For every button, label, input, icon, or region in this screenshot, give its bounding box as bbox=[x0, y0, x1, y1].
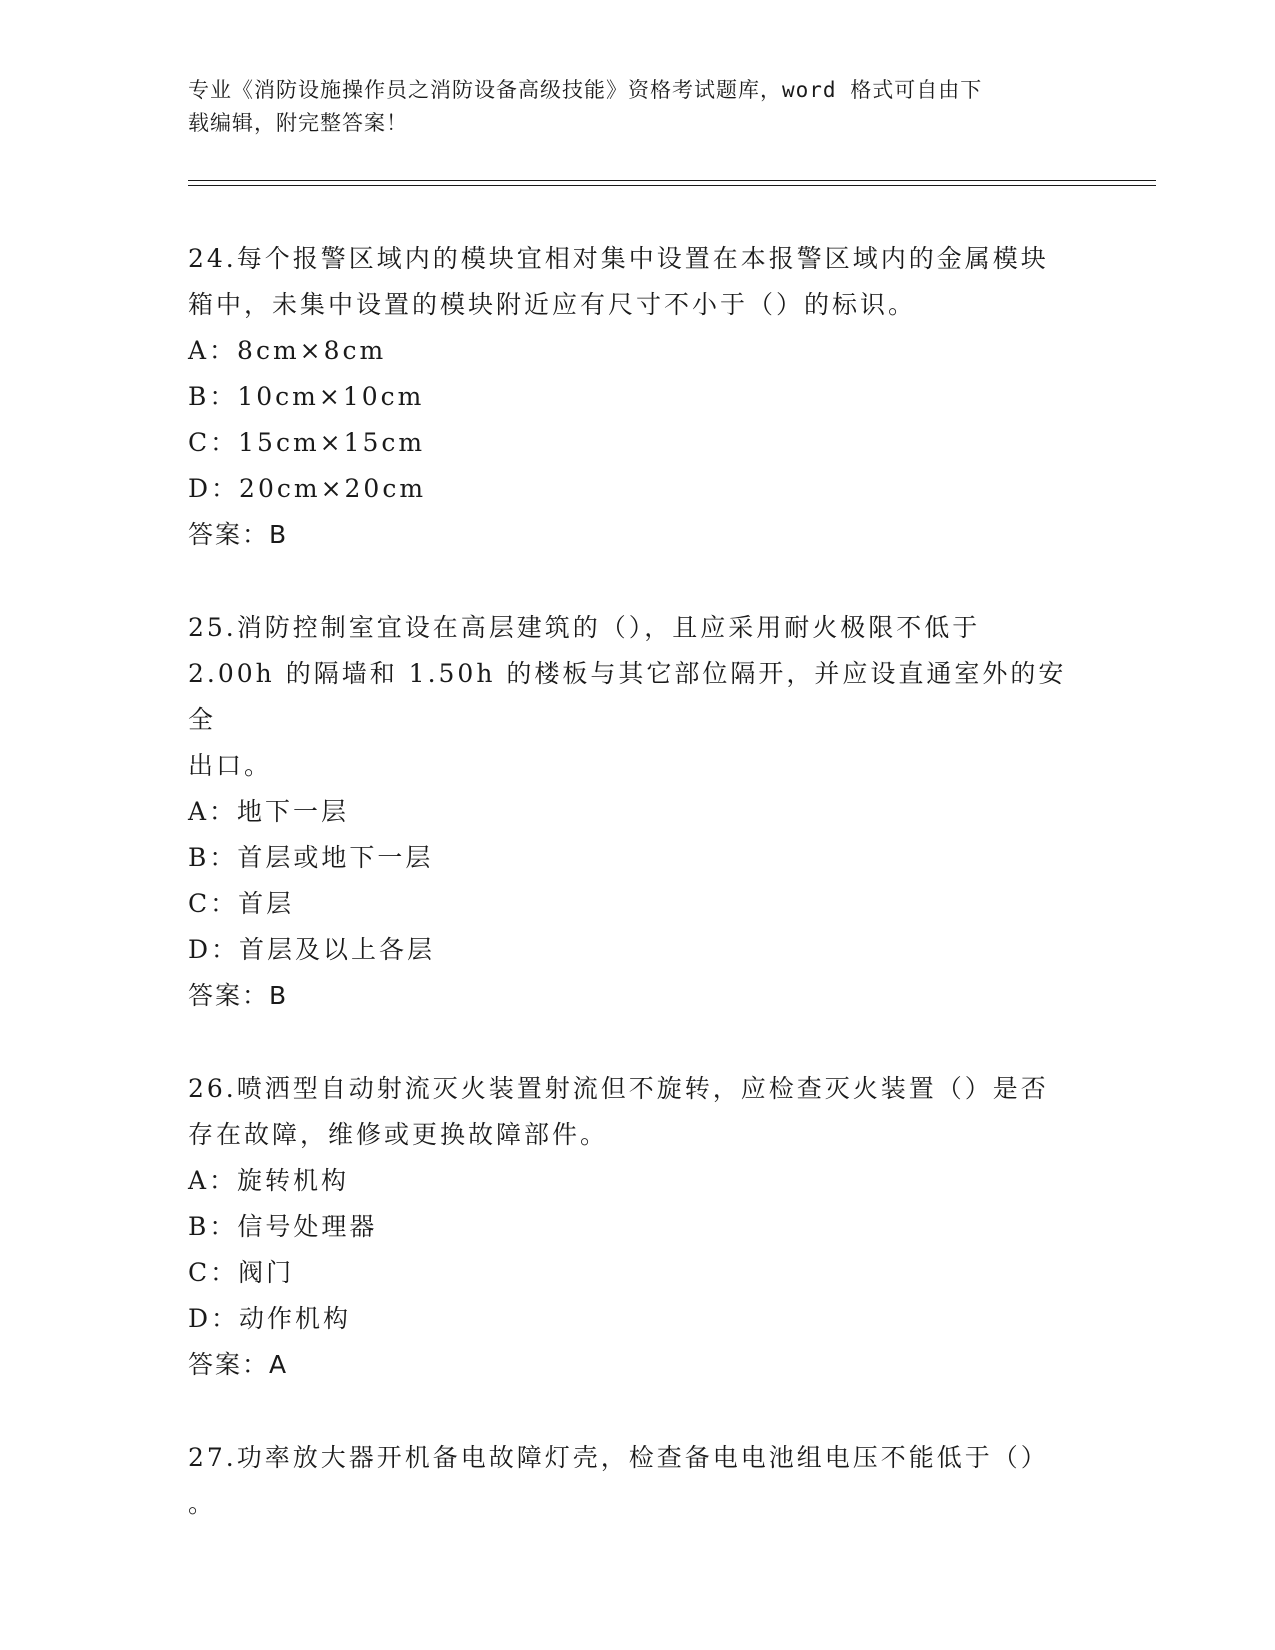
question-25 bbox=[188, 605, 1088, 1019]
answer: 答案：A bbox=[188, 1350, 289, 1379]
question-stem: 。 bbox=[188, 1489, 217, 1518]
option-a: A：地下一层 bbox=[188, 797, 350, 826]
answer: 答案：B bbox=[188, 520, 289, 549]
document-header bbox=[188, 74, 1088, 140]
option-b: B：10cm×10cm bbox=[188, 382, 425, 411]
option-b: B：首层或地下一层 bbox=[188, 843, 434, 872]
option-c: C：15cm×15cm bbox=[188, 428, 426, 457]
option-a: A：8cm×8cm bbox=[188, 336, 387, 365]
option-d: D：20cm×20cm bbox=[188, 474, 427, 503]
question-24 bbox=[188, 236, 1088, 558]
question-stem: 25.消防控制室宜设在高层建筑的（），且应采用耐火极限不低于 bbox=[188, 613, 981, 642]
question-stem: 2.00h 的隔墙和 1.50h 的楼板与其它部位隔开，并应设直通室外的安全 bbox=[188, 659, 1067, 734]
option-c: C：首层 bbox=[188, 889, 295, 918]
question-27 bbox=[188, 1435, 1088, 1527]
option-d: D：动作机构 bbox=[188, 1304, 352, 1333]
question-stem: 箱中，未集中设置的模块附近应有尺寸不小于（）的标识。 bbox=[188, 290, 917, 319]
answer: 答案：B bbox=[188, 981, 289, 1010]
question-stem: 24.每个报警区域内的模块宜相对集中设置在本报警区域内的金属模块 bbox=[188, 244, 1049, 273]
question-stem: 26.喷洒型自动射流灭火装置射流但不旋转，应检查灭火装置（）是否 bbox=[188, 1074, 1049, 1103]
option-c: C：阀门 bbox=[188, 1258, 295, 1287]
header-divider-bottom bbox=[188, 185, 1156, 186]
question-stem: 出口。 bbox=[188, 751, 273, 780]
question-stem: 27.功率放大器开机备电故障灯壳，检查备电电池组电压不能低于（） bbox=[188, 1443, 1049, 1472]
question-list bbox=[188, 236, 1088, 1574]
header-line-1: 专业《消防设施操作员之消防设备高级技能》资格考试题库，word 格式可自由下 bbox=[188, 78, 983, 102]
option-a: A：旋转机构 bbox=[188, 1166, 350, 1195]
option-b: B：信号处理器 bbox=[188, 1212, 378, 1241]
question-stem: 存在故障，维修或更换故障部件。 bbox=[188, 1120, 609, 1149]
header-line-2: 载编辑，附完整答案！ bbox=[188, 111, 408, 135]
header-divider-top bbox=[188, 180, 1156, 181]
question-26 bbox=[188, 1066, 1088, 1388]
option-d: D：首层及以上各层 bbox=[188, 935, 436, 964]
